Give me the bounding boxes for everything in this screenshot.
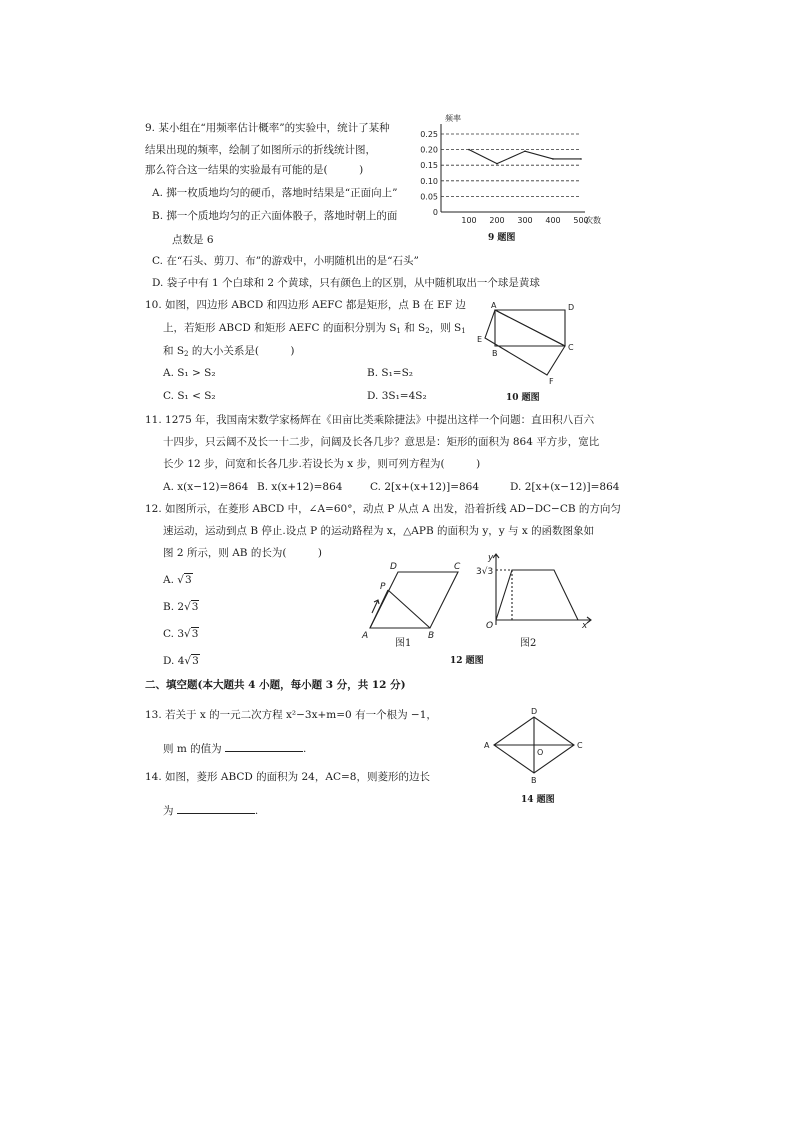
- chart-point: [580, 158, 582, 160]
- chart-x-tick-label: 500: [573, 216, 589, 225]
- q10-line3: 和 $S_2$ 的大小关系是( ): [163, 345, 295, 358]
- q12-option-a: A. √3: [163, 574, 192, 586]
- q12-fig1-label-a: A: [362, 631, 369, 641]
- q13-line2: 则 m 的值为 .: [163, 743, 307, 755]
- chart-point: [496, 163, 498, 165]
- chart-x-tick-label: 100: [461, 216, 477, 225]
- q12-line1: 12. 如图所示，在菱形 ABCD 中，∠A=60°，动点 P 从点 A 出发，沿着折线 AD−DC−CB 的方向匀: [145, 503, 621, 515]
- q9-caption: 9 题图: [488, 233, 516, 243]
- chart-y-axis-label: 频率: [445, 114, 461, 123]
- q10-label-b: B: [492, 349, 498, 358]
- q12-function-graph: [476, 550, 596, 630]
- q9-option-c: C. 在“石头、剪刀、布”的游戏中，小明随机出的是“石头”: [152, 255, 419, 267]
- q12-line3: 图 2 所示，则 AB 的长为( ): [163, 547, 323, 559]
- q11-line1: 11. 1275 年，我国南宋数学家杨辉在《田亩比类乘除捷法》中提出这样一个问题：直田积八百六: [145, 414, 595, 426]
- q10-option-b: B. S₁=S₂: [367, 367, 413, 379]
- q10-label-f: F: [549, 377, 554, 386]
- q10-line2: 上，若矩形 ABCD 和矩形 AEFC 的面积分别为 $S_1$ 和 $S_2$，则 $S_1$: [163, 322, 466, 335]
- q12-fig1-label-c: C: [454, 562, 461, 572]
- q9-line2: 结果出现的频率，绘制了如图所示的折线统计图，: [145, 144, 376, 156]
- q14-label-a: A: [484, 741, 490, 750]
- q12-caption: 12 题图: [450, 656, 484, 666]
- q11-option-c: C. 2[x+(x+12)]=864: [370, 481, 480, 493]
- q9-option-b-cont: 点数是 6: [172, 234, 214, 246]
- chart-y-tick-label: 0.25: [420, 130, 438, 139]
- q9-option-d: D. 袋子中有 1 个白球和 2 个黄球，只有颜色上的区别，从中随机取出一个球是黄球: [152, 277, 540, 289]
- q14-line2: 为 .: [163, 805, 259, 817]
- q14-label-d: D: [531, 707, 538, 716]
- q10-caption: 10 题图: [506, 393, 540, 403]
- q12-fig2-label-o: O: [486, 621, 494, 631]
- q10-label-e: E: [477, 335, 483, 344]
- q12-fig1-label-b: B: [428, 631, 435, 641]
- q12-fig1-caption: 图1: [395, 638, 412, 649]
- rect-aefc: [485, 310, 565, 375]
- q11-line2: 十四步，只云阔不及长一十二步，问阔及长各几步？意思是：矩形的面积为 864 平方步，宽比: [163, 436, 600, 448]
- q10-option-d: D. 3S₁=4S₂: [367, 390, 427, 402]
- chart-y-tick-label: 0.10: [420, 176, 438, 186]
- q10-label-c: C: [568, 343, 574, 352]
- q9-option-a: A. 掷一枚质地均匀的硬币，落地时结果是“正面向上”: [152, 187, 398, 199]
- chart-y-tick-label: 0: [432, 208, 438, 217]
- q9-option-b: B. 掷一个质地均匀的正六面体骰子，落地时朝上的面: [152, 210, 398, 222]
- chart-point: [552, 158, 554, 160]
- q14-rhombus-figure: [480, 705, 590, 785]
- q14-label-o: O: [537, 748, 544, 757]
- chart-y-tick-label: 0.15: [420, 161, 438, 171]
- q11-option-b: B. x(x+12)=864: [257, 481, 343, 493]
- chart-x-tick-label: 400: [545, 216, 561, 225]
- chart-x-tick-label: 300: [517, 216, 533, 225]
- q10-option-c: C. S₁ < S₂: [163, 390, 216, 402]
- q12-line2: 速运动，运动到点 B 停止.设点 P 的运动路程为 x，△APB 的面积为 y，y 与 x 的函数图象如: [163, 525, 595, 537]
- q12-fig1-label-d: D: [390, 562, 397, 572]
- q10-rectangles-figure: [465, 300, 585, 390]
- q14-answer-blank: [177, 803, 255, 814]
- q14-caption: 14 题图: [521, 795, 555, 805]
- q14-label-c: C: [577, 741, 583, 750]
- q12-rhombus-figure: [358, 558, 473, 643]
- q10-option-a: A. S₁ > S₂: [163, 367, 216, 379]
- q10-line1: 10. 如图，四边形 ABCD 和四边形 AEFC 都是矩形，点 B 在 EF 边: [145, 299, 466, 311]
- q11-line3: 长少 12 步，问宽和长各几步.若设长为 x 步，则可列方程为( ): [163, 458, 481, 470]
- q12-fig2-label-y: y: [488, 553, 494, 563]
- q12-fig2-label-x: x: [582, 621, 588, 631]
- q12-fig1-label-p: P: [380, 582, 386, 592]
- chart-x-tick-label: 200: [489, 216, 505, 225]
- q9-line3: 那么符合这一结果的实验最有可能的是( ): [145, 164, 364, 176]
- q12-option-b: B. 2√3: [163, 601, 199, 613]
- q11-option-a: A. x(x−12)=864: [163, 481, 249, 493]
- q14-line1: 14. 如图，菱形 ABCD 的面积为 24，AC=8，则菱形的边长: [145, 771, 430, 783]
- q9-frequency-chart: [405, 112, 601, 230]
- q12-option-d: D. 4√3: [163, 655, 199, 667]
- q11-option-d: D. 2[x+(x−12)]=864: [510, 481, 620, 493]
- q9-line1: 9. 某小组在“用频率估计概率”的实验中，统计了某种: [145, 122, 390, 134]
- q12-fig2-caption: 图2: [520, 638, 537, 649]
- chart-y-tick-label: 0.20: [420, 145, 438, 155]
- q10-label-a: A: [491, 301, 497, 310]
- q12-option-c: C. 3√3: [163, 628, 199, 640]
- q12-fig2-value: 3√3: [476, 567, 494, 577]
- chart-x-axis-label: 次数: [585, 216, 601, 225]
- section-2-heading: 二、填空题(本大题共 4 小题，每小题 3 分，共 12 分): [145, 679, 406, 691]
- chart-point: [468, 149, 470, 151]
- q14-label-b: B: [531, 776, 537, 785]
- chart-y-tick-label: 0.05: [420, 192, 438, 202]
- q13-line1: 13. 若关于 x 的一元二次方程 x²−3x+m=0 有一个根为 −1，: [145, 709, 437, 721]
- chart-point: [524, 150, 526, 152]
- q13-answer-blank: [225, 741, 303, 752]
- q10-label-d: D: [568, 303, 575, 312]
